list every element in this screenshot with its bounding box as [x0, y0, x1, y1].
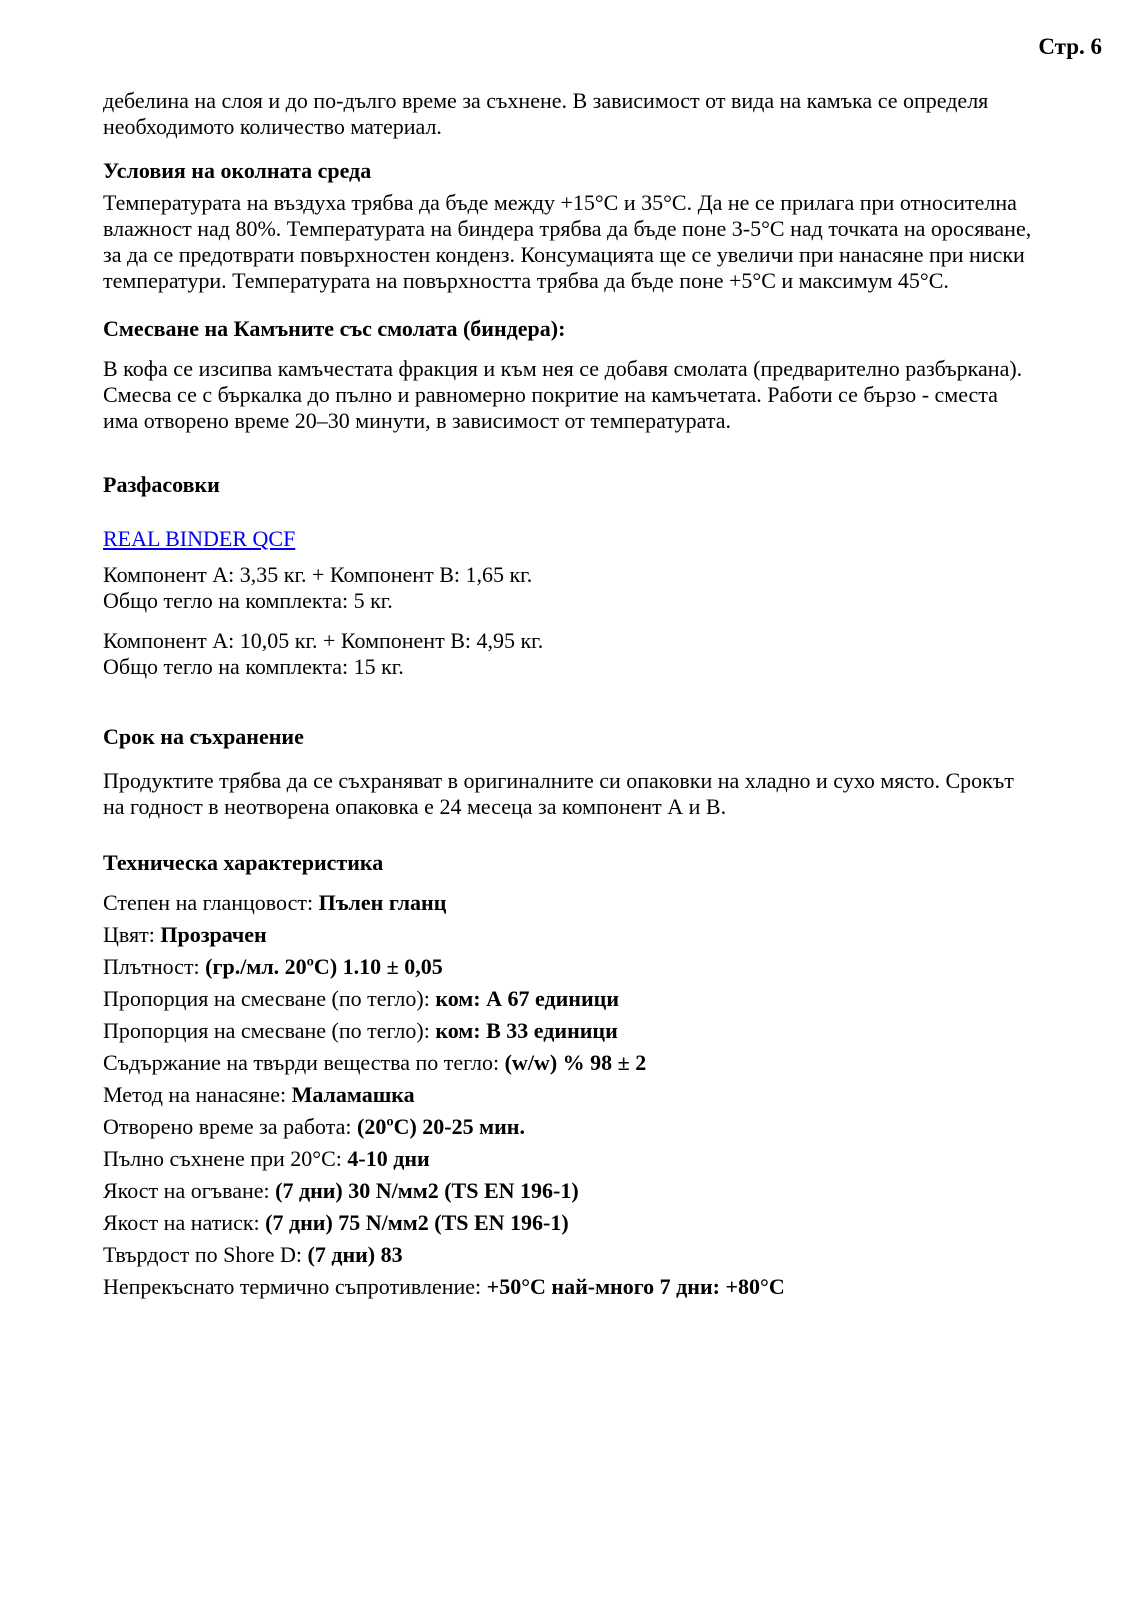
spec-label: Метод на нанасяне:: [103, 1082, 287, 1107]
section-heading-packaging: Разфасовки: [103, 472, 220, 497]
product-link[interactable]: REAL BINDER QCF: [103, 526, 296, 551]
kit-total-weight: Общо тегло на комплекта: 5 кг.: [103, 588, 393, 613]
kit-option-small: [103, 562, 1032, 614]
storage-paragraph: Продуктите трябва да се съхраняват в оригиналните си опаковки на хладно и сухо място. Срокът на годност в неотворена опаковка е 24 месеца за компонент А и В.: [103, 768, 1014, 819]
intro-paragraph: дебелина на слоя и до по-дълго време за съхнене. В зависимост от вида на камъка се определя необходимото количество материал.: [103, 88, 989, 139]
spec-full-drying: [103, 1146, 1032, 1172]
spec-thermal-resistance: [103, 1274, 1032, 1300]
page-number: Стр. 6: [1038, 34, 1102, 59]
mixing-paragraph: В кофа се изсипва камъчестата фракция и към нея се добавя смолата (предварително разбъркана). Смесва се с бъркалка до пълно и равномерно покритие на камъчетата. Работи се бързо - сместа има отворено време 20–30 минути, в зависимост от температурата.: [103, 356, 1023, 433]
spec-application-method: [103, 1082, 1032, 1108]
section-heading-environment: Условия на околната среда: [103, 158, 372, 183]
spec-label: Съдържание на твърди вещества по тегло:: [103, 1050, 500, 1075]
kit-components: Компонент А: 3,35 кг. + Компонент В: 1,65 кг.: [103, 562, 533, 587]
section-heading-storage: Срок на съхранение: [103, 724, 304, 749]
spec-label: Пълно съхнене при 20°С:: [103, 1146, 342, 1171]
spec-gloss: [103, 890, 1032, 916]
spec-label: Пропорция на смесване (по тегло):: [103, 986, 430, 1011]
spec-value: ком: А 67 единици: [435, 986, 619, 1011]
environment-paragraph: Температурата на въздуха трябва да бъде между +15°С и 35°С. Да не се прилага при относителна влажност над 80%. Температурата на биндера трябва да бъде поне 3-5°С над точката на оросяване, за да се предотврати повърхностен конденз. Консумацията ще се увеличи при нанасяне при ниски температури. Температурата на повърхността трябва да бъде поне +5°С и максимум 45°С.: [103, 190, 1032, 293]
spec-value: ком: В 33 единици: [435, 1018, 618, 1043]
spec-value: (7 дни) 83: [307, 1242, 403, 1267]
spec-shore-d-hardness: [103, 1242, 1032, 1268]
spec-mix-ratio-b: [103, 1018, 1032, 1044]
spec-value: Маламашка: [291, 1082, 415, 1107]
spec-label: Пропорция на смесване (по тегло):: [103, 1018, 430, 1043]
spec-label: Степен на гланцовост:: [103, 890, 314, 915]
spec-label: Якост на огъване:: [103, 1178, 270, 1203]
spec-value: 4-10 дни: [347, 1146, 430, 1171]
spec-value: Пълен гланц: [318, 890, 447, 915]
spec-value: (гр./мл. 20ºС) 1.10 ± 0,05: [205, 954, 443, 979]
spec-solids-content: [103, 1050, 1032, 1076]
spec-value: +50°C най-много 7 дни: +80°C: [486, 1274, 785, 1299]
spec-label: Отворено време за работа:: [103, 1114, 352, 1139]
kit-components: Компонент А: 10,05 кг. + Компонент В: 4,95 кг.: [103, 628, 544, 653]
technical-specs-list: [103, 890, 1032, 1300]
spec-mix-ratio-a: [103, 986, 1032, 1012]
spec-value: Прозрачен: [160, 922, 267, 947]
spec-color: [103, 922, 1032, 948]
spec-density: [103, 954, 1032, 980]
product-link-row: [103, 526, 1032, 552]
spec-flexural-strength: [103, 1178, 1032, 1204]
spec-open-time: [103, 1114, 1032, 1140]
spec-label: Твърдост по Shore D:: [103, 1242, 302, 1267]
spec-label: Цвят:: [103, 922, 155, 947]
spec-value: (7 дни) 30 N/мм2 (TS EN 196-1): [275, 1178, 579, 1203]
spec-label: Якост на натиск:: [103, 1210, 260, 1235]
spec-label: Плътност:: [103, 954, 200, 979]
spec-value: (w/w) % 98 ± 2: [504, 1050, 647, 1075]
spec-label: Непрекъснато термично съпротивление:: [103, 1274, 482, 1299]
spec-value: (7 дни) 75 N/мм2 (TS EN 196-1): [265, 1210, 569, 1235]
kit-total-weight: Общо тегло на комплекта: 15 кг.: [103, 654, 404, 679]
spec-compressive-strength: [103, 1210, 1032, 1236]
spec-value: (20ºС) 20-25 мин.: [357, 1114, 525, 1139]
kit-option-large: [103, 628, 1032, 680]
section-heading-technical: Техническа характеристика: [103, 850, 384, 875]
section-heading-mixing: Смесване на Камъните със смолата (биндера):: [103, 316, 566, 341]
